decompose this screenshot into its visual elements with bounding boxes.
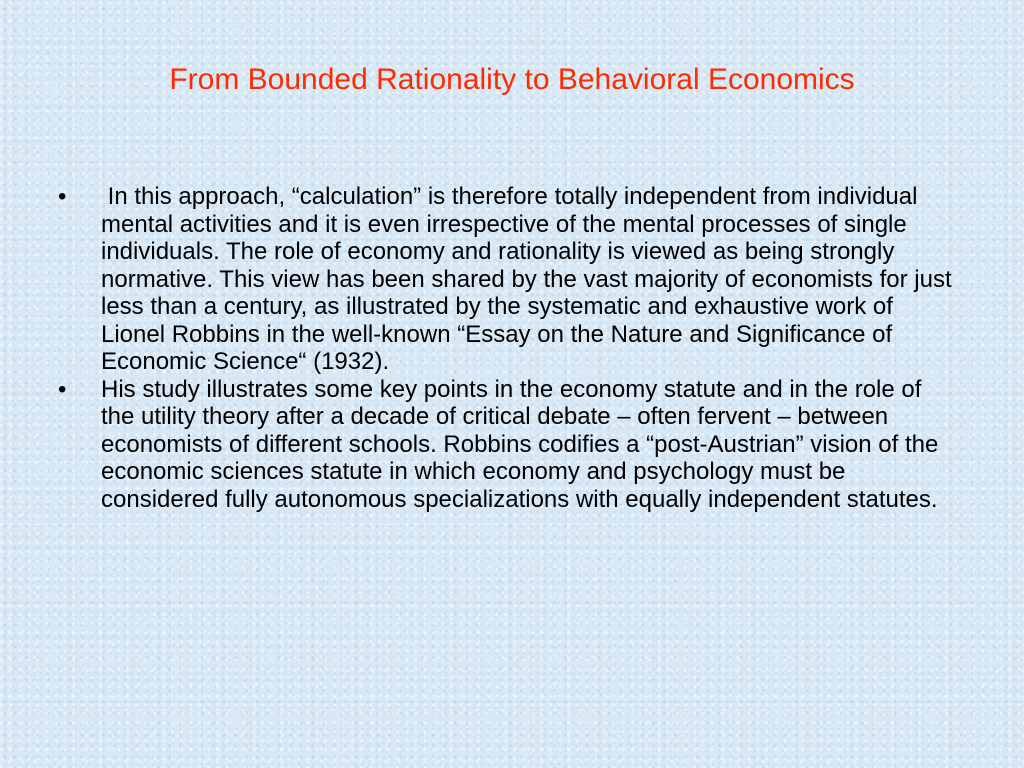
bullet-list (58, 183, 958, 513)
bullet-icon: • (58, 183, 67, 210)
bullet-item-2 (58, 376, 958, 514)
bullet-item-1 (58, 183, 958, 376)
slide-title: From Bounded Rationality to Behavioral Economics (169, 63, 855, 96)
bullet-text-2: His study illustrates some key points in the economy statute and in the role of the utility theory after a decade of critical debate – often fervent – between economists of different schools. Robbins codifies a “post-Austrian” vision of the economic sciences statute in which economy and psychology must be considered fully autonomous specializations with equally independent statutes. (101, 375, 939, 513)
bullet-icon: • (58, 375, 67, 403)
bullet-text-1: In this approach, “calculation” is therefore totally independent from individual mental activities and it is even irrespective of the mental processes of single individuals. The role of economy and rationality is viewed as being strongly normative. This view has been shared by the vast majority of economists for just less than a century, as illustrated by the systematic and exhaustive work of Lionel Robbins in the well-known “Essay on the Nature and Significance of Economic Science“ (1932). (101, 183, 959, 375)
